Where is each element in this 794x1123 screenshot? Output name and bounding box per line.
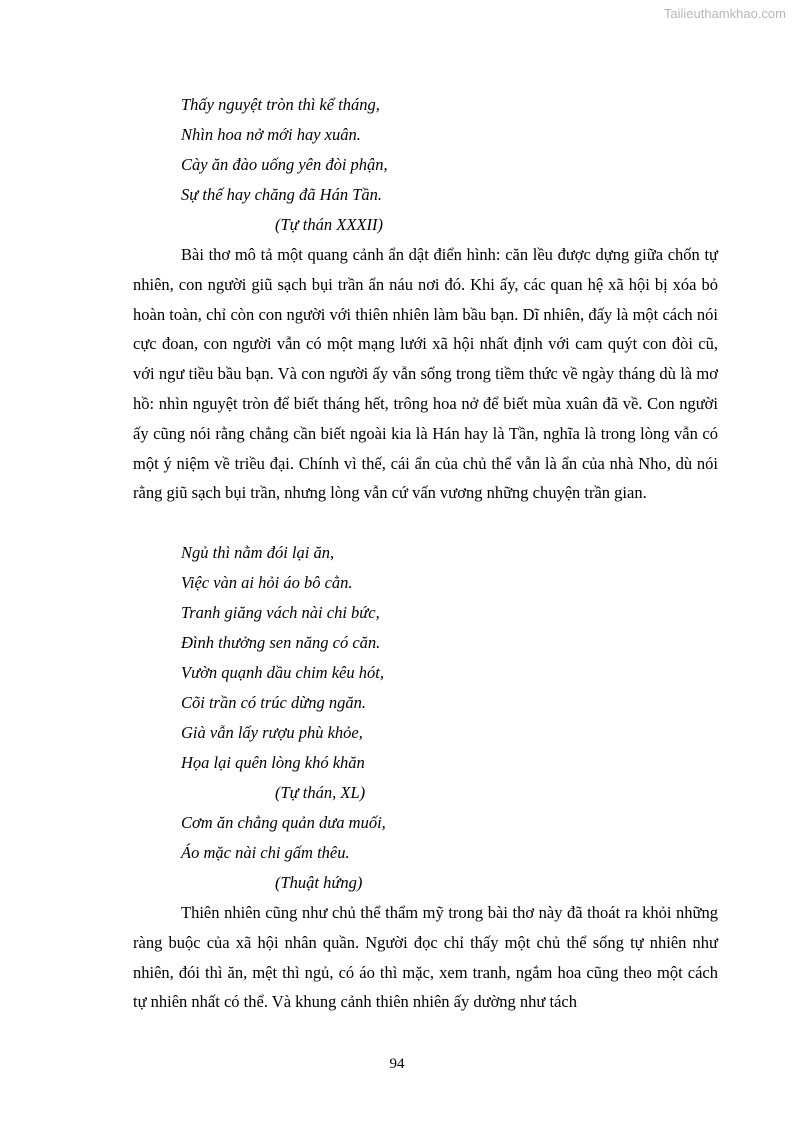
poem-source: (Thuật hứng) bbox=[275, 873, 363, 892]
verse-line: Vườn quạnh dầu chim kêu hót, bbox=[181, 663, 384, 682]
page-number: 94 bbox=[389, 1056, 405, 1072]
verse-line: Áo mặc nài chi gấm thêu. bbox=[181, 843, 350, 862]
verse-line: Cày ăn đào uống yên đòi phận, bbox=[181, 155, 388, 174]
verse-line: Nhìn hoa nở mới hay xuân. bbox=[181, 125, 361, 144]
verse-line: Ngủ thì nằm đói lại ăn, bbox=[181, 543, 335, 562]
verse-line: Già vẫn lấy rượu phù khỏe, bbox=[181, 723, 363, 742]
verse-line: Việc vàn ai hỏi áo bô cằn. bbox=[181, 573, 353, 592]
verse-line: Thấy nguyệt tròn thì kể tháng, bbox=[181, 95, 380, 114]
verse-line: Đình thưởng sen năng có căn. bbox=[181, 633, 381, 652]
verse-line: Cõi trần có trúc dừng ngăn. bbox=[181, 693, 366, 712]
verse-line: Tranh giăng vách nài chi bức, bbox=[181, 603, 380, 622]
verse-line: Cơm ăn chẳng quản dưa muối, bbox=[181, 813, 386, 832]
poem-source: (Tự thán, XL) bbox=[275, 783, 366, 802]
body-paragraph: Thiên nhiên cũng như chủ thể thẩm mỹ trong bài thơ này đã thoát ra khỏi những ràng buộc của xã hội nhân quần. Người đọc chỉ thấy một chủ thể sống tự nhiên như nhiên, đói thì ăn, mệt thì ngủ, có áo thì mặc, xem tranh, ngắm hoa cũng theo một cách tự nhiên nhất có thể. Và khung cảnh thiên nhiên ấy dường như tách bbox=[133, 903, 718, 1012]
watermark: Tailieuthamkhao.com bbox=[663, 6, 786, 21]
verse-line: Sự thế hay chăng đã Hán Tần. bbox=[181, 185, 383, 204]
body-paragraph: Bài thơ mô tả một quang cảnh ẩn dật điển hình: căn lều được dựng giữa chốn tự nhiên, con người giũ sạch bụi trần ẩn náu nơi đó. Khi ấy, các quan hệ xã hội bị xóa bỏ hoàn toàn, chỉ còn con người với thiên nhiên làm bầu bạn. Dĩ nhiên, đấy là một cách nói cực đoan, con người vẫn có một mạng lưới xã hội nhất định với cam quýt con đòi cũ, với ngư tiều bầu bạn. Và con người ấy vẫn sống trong tiềm thức về ngày tháng dù là mơ hồ: nhìn nguyệt tròn để biết tháng hết, trông hoa nở để biết mùa xuân đã về. Con người ấy cũng nói rằng chẳng cần biết ngoài kia là Hán hay là Tần, nghĩa là trong lòng vẫn có một ý niệm về triều đại. Chính vì thế, cái ẩn của chủ thể vẫn là ẩn của nhà Nho, dù nói rằng giũ sạch bụi trần, nhưng lòng vẫn cứ vấn vương những chuyện trần gian. bbox=[133, 245, 718, 503]
poem-source: (Tự thán XXXII) bbox=[275, 215, 383, 234]
verse-line: Họa lại quên lòng khó khăn bbox=[181, 753, 365, 772]
